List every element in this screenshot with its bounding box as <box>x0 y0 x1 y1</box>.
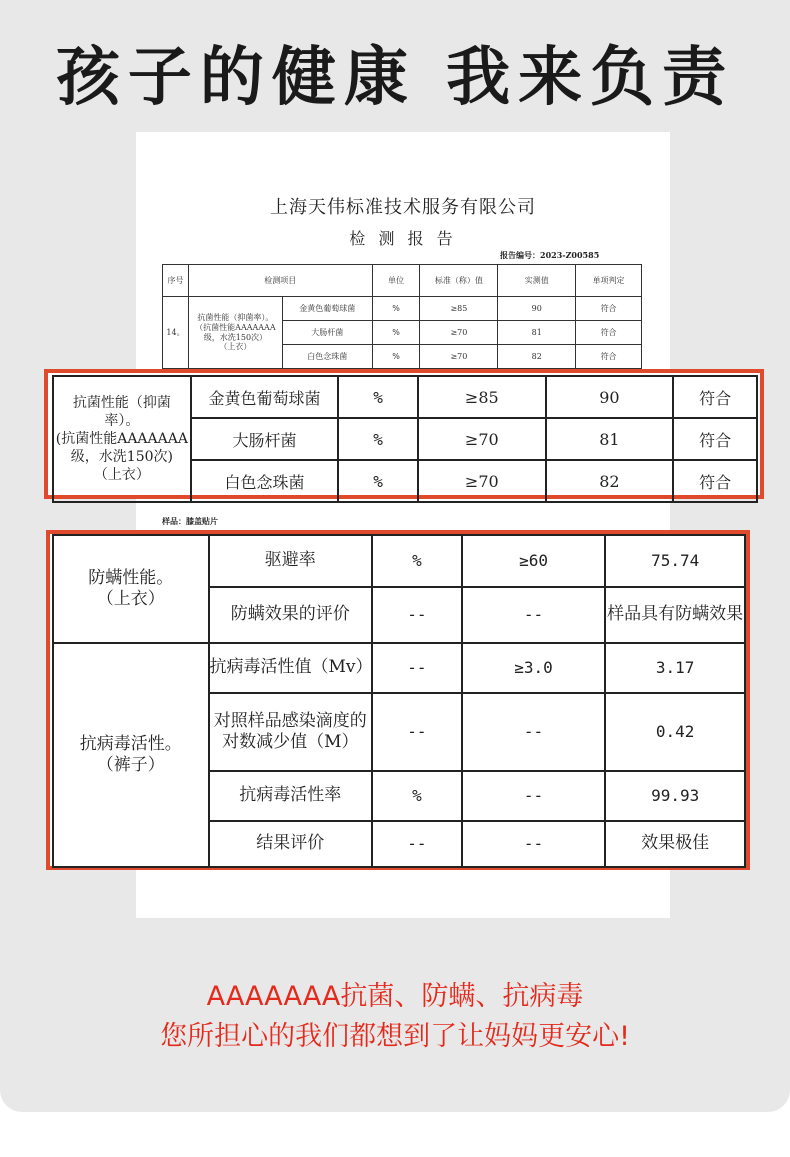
row-standard: -- <box>462 693 606 771</box>
row-standard: ≥3.0 <box>462 643 606 693</box>
label-line: 级，水洗150次) <box>70 449 173 466</box>
row-name: 金黄色葡萄球菌 <box>191 376 339 418</box>
label-line: 率）。 <box>104 412 140 429</box>
row-unit: -- <box>372 587 462 643</box>
row-verdict: 符合 <box>673 418 757 460</box>
row-name: 白色念珠菌 <box>282 345 372 369</box>
row-item <box>188 297 282 369</box>
row-standard: ≥70 <box>418 460 546 502</box>
label-line: 抗菌性能（抑菌 <box>72 394 171 411</box>
report-table <box>162 264 642 369</box>
label-line: 防螨性能。 <box>88 567 174 588</box>
row-standard: ≥85 <box>420 297 498 321</box>
item-line: （上衣） <box>219 342 252 352</box>
mite-label <box>53 535 209 643</box>
company-name: 上海天伟标准技术服务有限公司 <box>270 197 536 218</box>
report-header-row <box>163 265 642 297</box>
row-name: 驱避率 <box>209 535 373 587</box>
header-verdict: 单项判定 <box>576 265 642 297</box>
label-line: (抗菌性能AAAAAAA <box>55 430 188 447</box>
header-item: 检测项目 <box>188 265 372 297</box>
row-verdict: 符合 <box>673 460 757 502</box>
caption-line-1: AAAAAAA抗菌、防螨、抗病毒 <box>206 981 584 1012</box>
row-standard: ≥85 <box>418 376 546 418</box>
row-value: 81 <box>498 321 576 345</box>
item-line: （抗菌性能AAAAAAA级，水洗150次） <box>195 322 276 342</box>
item-line: 抗菌性能（抑菌率）。 <box>197 313 274 323</box>
mite-virus-table <box>52 534 746 868</box>
row-standard: ≥60 <box>462 535 606 587</box>
row-name: 大肠杆菌 <box>282 321 372 345</box>
headline: 孩子的健康 我来负责 <box>55 41 735 115</box>
header-unit: 单位 <box>372 265 420 297</box>
row-name: 抗病毒活性值（Mv） <box>209 643 373 693</box>
row-unit: % <box>372 771 462 821</box>
row-verdict: 符合 <box>576 297 642 321</box>
label-line: （上衣） <box>93 467 150 484</box>
row-value: 90 <box>498 297 576 321</box>
row-value: 样品具有防螨效果 <box>605 587 745 643</box>
row-standard: ≥70 <box>420 321 498 345</box>
row-name: 金黄色葡萄球菌 <box>282 297 372 321</box>
report-number: 报告编号：2023-Z00585 <box>500 250 600 260</box>
row-value: 效果极佳 <box>605 821 745 867</box>
row-value: 99.93 <box>605 771 745 821</box>
row-standard: -- <box>462 771 606 821</box>
row-standard: -- <box>462 821 606 867</box>
row-unit: -- <box>372 821 462 867</box>
row-unit: % <box>338 418 418 460</box>
row-unit: -- <box>372 693 462 771</box>
row-name: 抗病毒活性率 <box>209 771 373 821</box>
virus-label <box>53 643 209 867</box>
row-value: 82 <box>546 460 674 502</box>
row-value: 82 <box>498 345 576 369</box>
row-name: 白色念珠菌 <box>191 460 339 502</box>
row-verdict: 符合 <box>576 321 642 345</box>
label-line: 抗病毒活性。 <box>79 733 182 754</box>
header-standard: 标准（称）值 <box>420 265 498 297</box>
row-value: 3.17 <box>605 643 745 693</box>
row-unit: % <box>338 460 418 502</box>
row-name: 防螨效果的评价 <box>209 587 373 643</box>
caption-line-2: 您所担心的我们都想到了让妈妈更安心! <box>160 1021 630 1052</box>
row-unit: % <box>372 297 420 321</box>
row-number: 14。 <box>163 297 189 369</box>
report-title: 检 测 报 告 <box>349 229 457 248</box>
row-standard: -- <box>462 587 606 643</box>
row-value: 75.74 <box>605 535 745 587</box>
row-verdict: 符合 <box>673 376 757 418</box>
row-verdict: 符合 <box>576 345 642 369</box>
row-name: 大肠杆菌 <box>191 418 339 460</box>
header-no: 序号 <box>163 265 189 297</box>
row-value: 81 <box>546 418 674 460</box>
row-value: 90 <box>546 376 674 418</box>
row-value: 0.42 <box>605 693 745 771</box>
row-unit: % <box>338 376 418 418</box>
antibacterial-label <box>53 376 191 502</box>
table-row <box>163 297 642 321</box>
label-line: （上衣） <box>96 589 165 609</box>
table-row <box>53 535 745 587</box>
row-unit: % <box>372 345 420 369</box>
table-row <box>53 376 757 418</box>
row-standard: ≥70 <box>418 418 546 460</box>
label-line: （裤子） <box>96 755 165 775</box>
row-unit: % <box>372 321 420 345</box>
row-unit: -- <box>372 643 462 693</box>
row-name: 结果评价 <box>209 821 373 867</box>
sample-note: 样品：膝盖贴片 <box>162 516 218 526</box>
header-measured: 实测值 <box>498 265 576 297</box>
row-standard: ≥70 <box>420 345 498 369</box>
row-unit: % <box>372 535 462 587</box>
antibacterial-table <box>52 375 758 503</box>
table-row <box>53 643 745 693</box>
row-name: 对照样品感染滴度的对数减少值（M） <box>209 693 373 771</box>
